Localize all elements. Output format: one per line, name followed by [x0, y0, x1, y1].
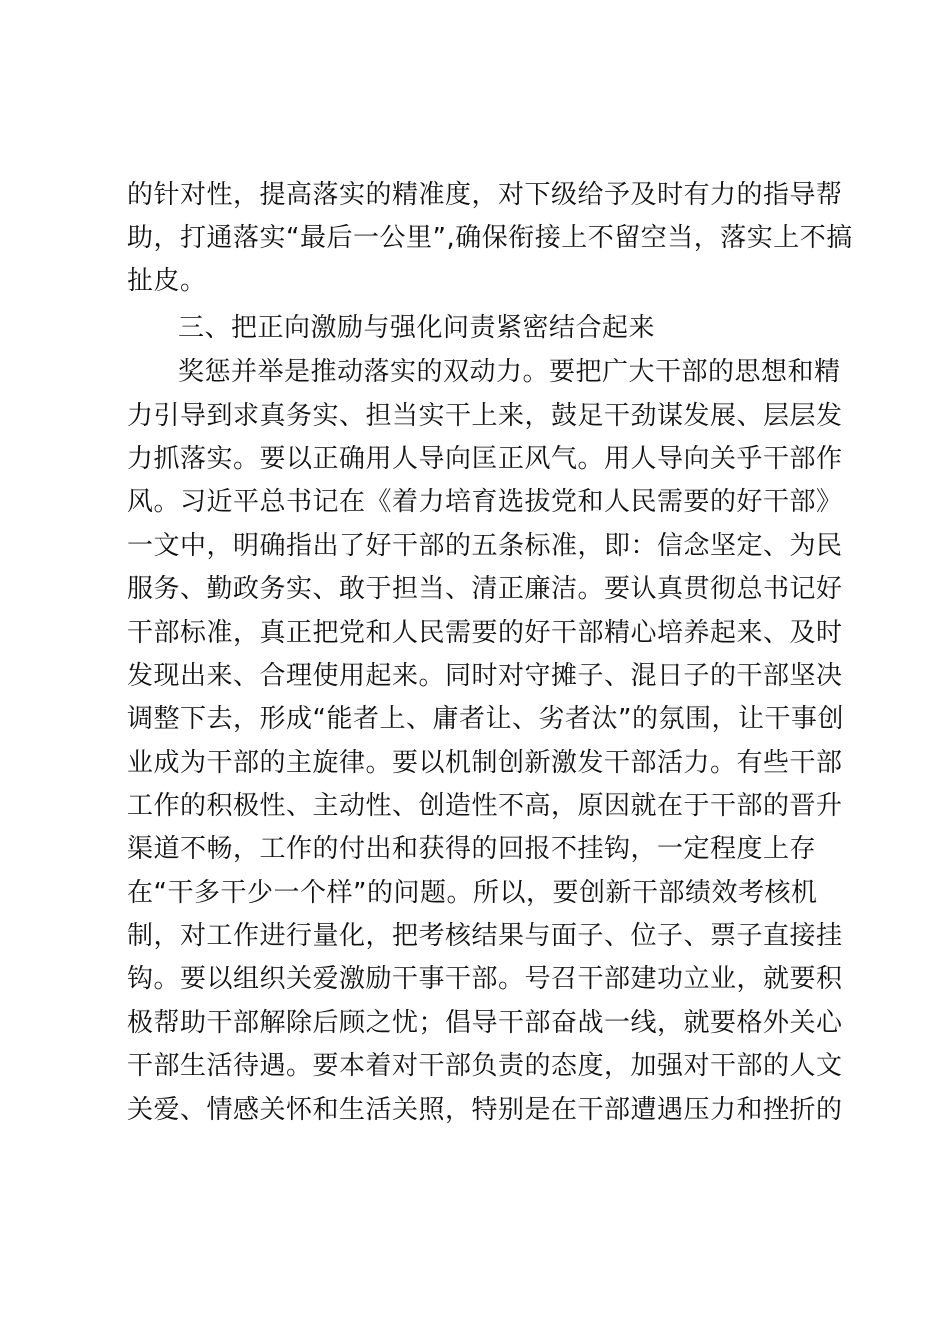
text-line: 风。习近平总书记在《着力培育选拔党和人民需要的好干部》	[127, 487, 843, 517]
text-line: 力抓落实。要以正确用人导向匡正风气。用人导向关乎干部作	[127, 444, 843, 474]
text-line: 渠道不畅，工作的付出和获得的回报不挂钩，一定程度上存	[127, 834, 817, 864]
text-line: 在“干多干少一个样”的问题。所以，要创新干部绩效考核机	[127, 878, 818, 908]
text-line: 干部生活待遇。要本着对干部负责的态度，加强对干部的人文	[127, 1051, 843, 1081]
text-line: 调整下去，形成“能者上、庸者让、劣者汰”的氛围，让干事创	[127, 704, 844, 734]
text-line: 制，对工作进行量化，把考核结果与面子、位子、票子直接挂	[127, 921, 843, 951]
text-line: 的针对性，提高落实的精准度，对下级给予及时有力的指导帮	[127, 180, 843, 210]
text-line: 关爱、情感关怀和生活关照，特别是在干部遭遇压力和挫折的	[127, 1095, 843, 1125]
text-line: 钩。要以组织关爱激励干事干部。号召干部建功立业，就要积	[127, 964, 843, 994]
text-line: 服务、勤政务实、敢于担当、清正廉洁。要认真贯彻总书记好	[127, 574, 843, 604]
text-line: 工作的积极性、主动性、创造性不高，原因就在于干部的晋升	[127, 791, 843, 821]
text-line: 扯皮。	[127, 266, 207, 296]
text-line: 业成为干部的主旋律。要以机制创新激发干部活力。有些干部	[127, 748, 843, 778]
text-line: 力引导到求真务实、担当实干上来，鼓足干劲谋发展、层层发	[127, 401, 843, 431]
text-line: 一文中，明确指出了好干部的五条标准，即：信念坚定、为民	[127, 531, 843, 561]
paragraph-first-line: 奖惩并举是推动落实的双动力。要把广大干部的思想和精	[178, 357, 841, 387]
text-line: 干部标准，真正把党和人民需要的好干部精心培养起来、及时	[127, 618, 843, 648]
text-line: 发现出来、合理使用起来。同时对守摊子、混日子的干部坚决	[127, 661, 843, 691]
section-heading: 三、把正向激励与强化问责紧密结合起来	[178, 313, 656, 343]
text-line: 助，打通落实“最后一公里”,确保衔接上不留空当，落实上不搞	[127, 223, 853, 253]
text-line: 极帮助干部解除后顾之忧；倡导干部奋战一线，就要格外关心	[127, 1008, 843, 1038]
